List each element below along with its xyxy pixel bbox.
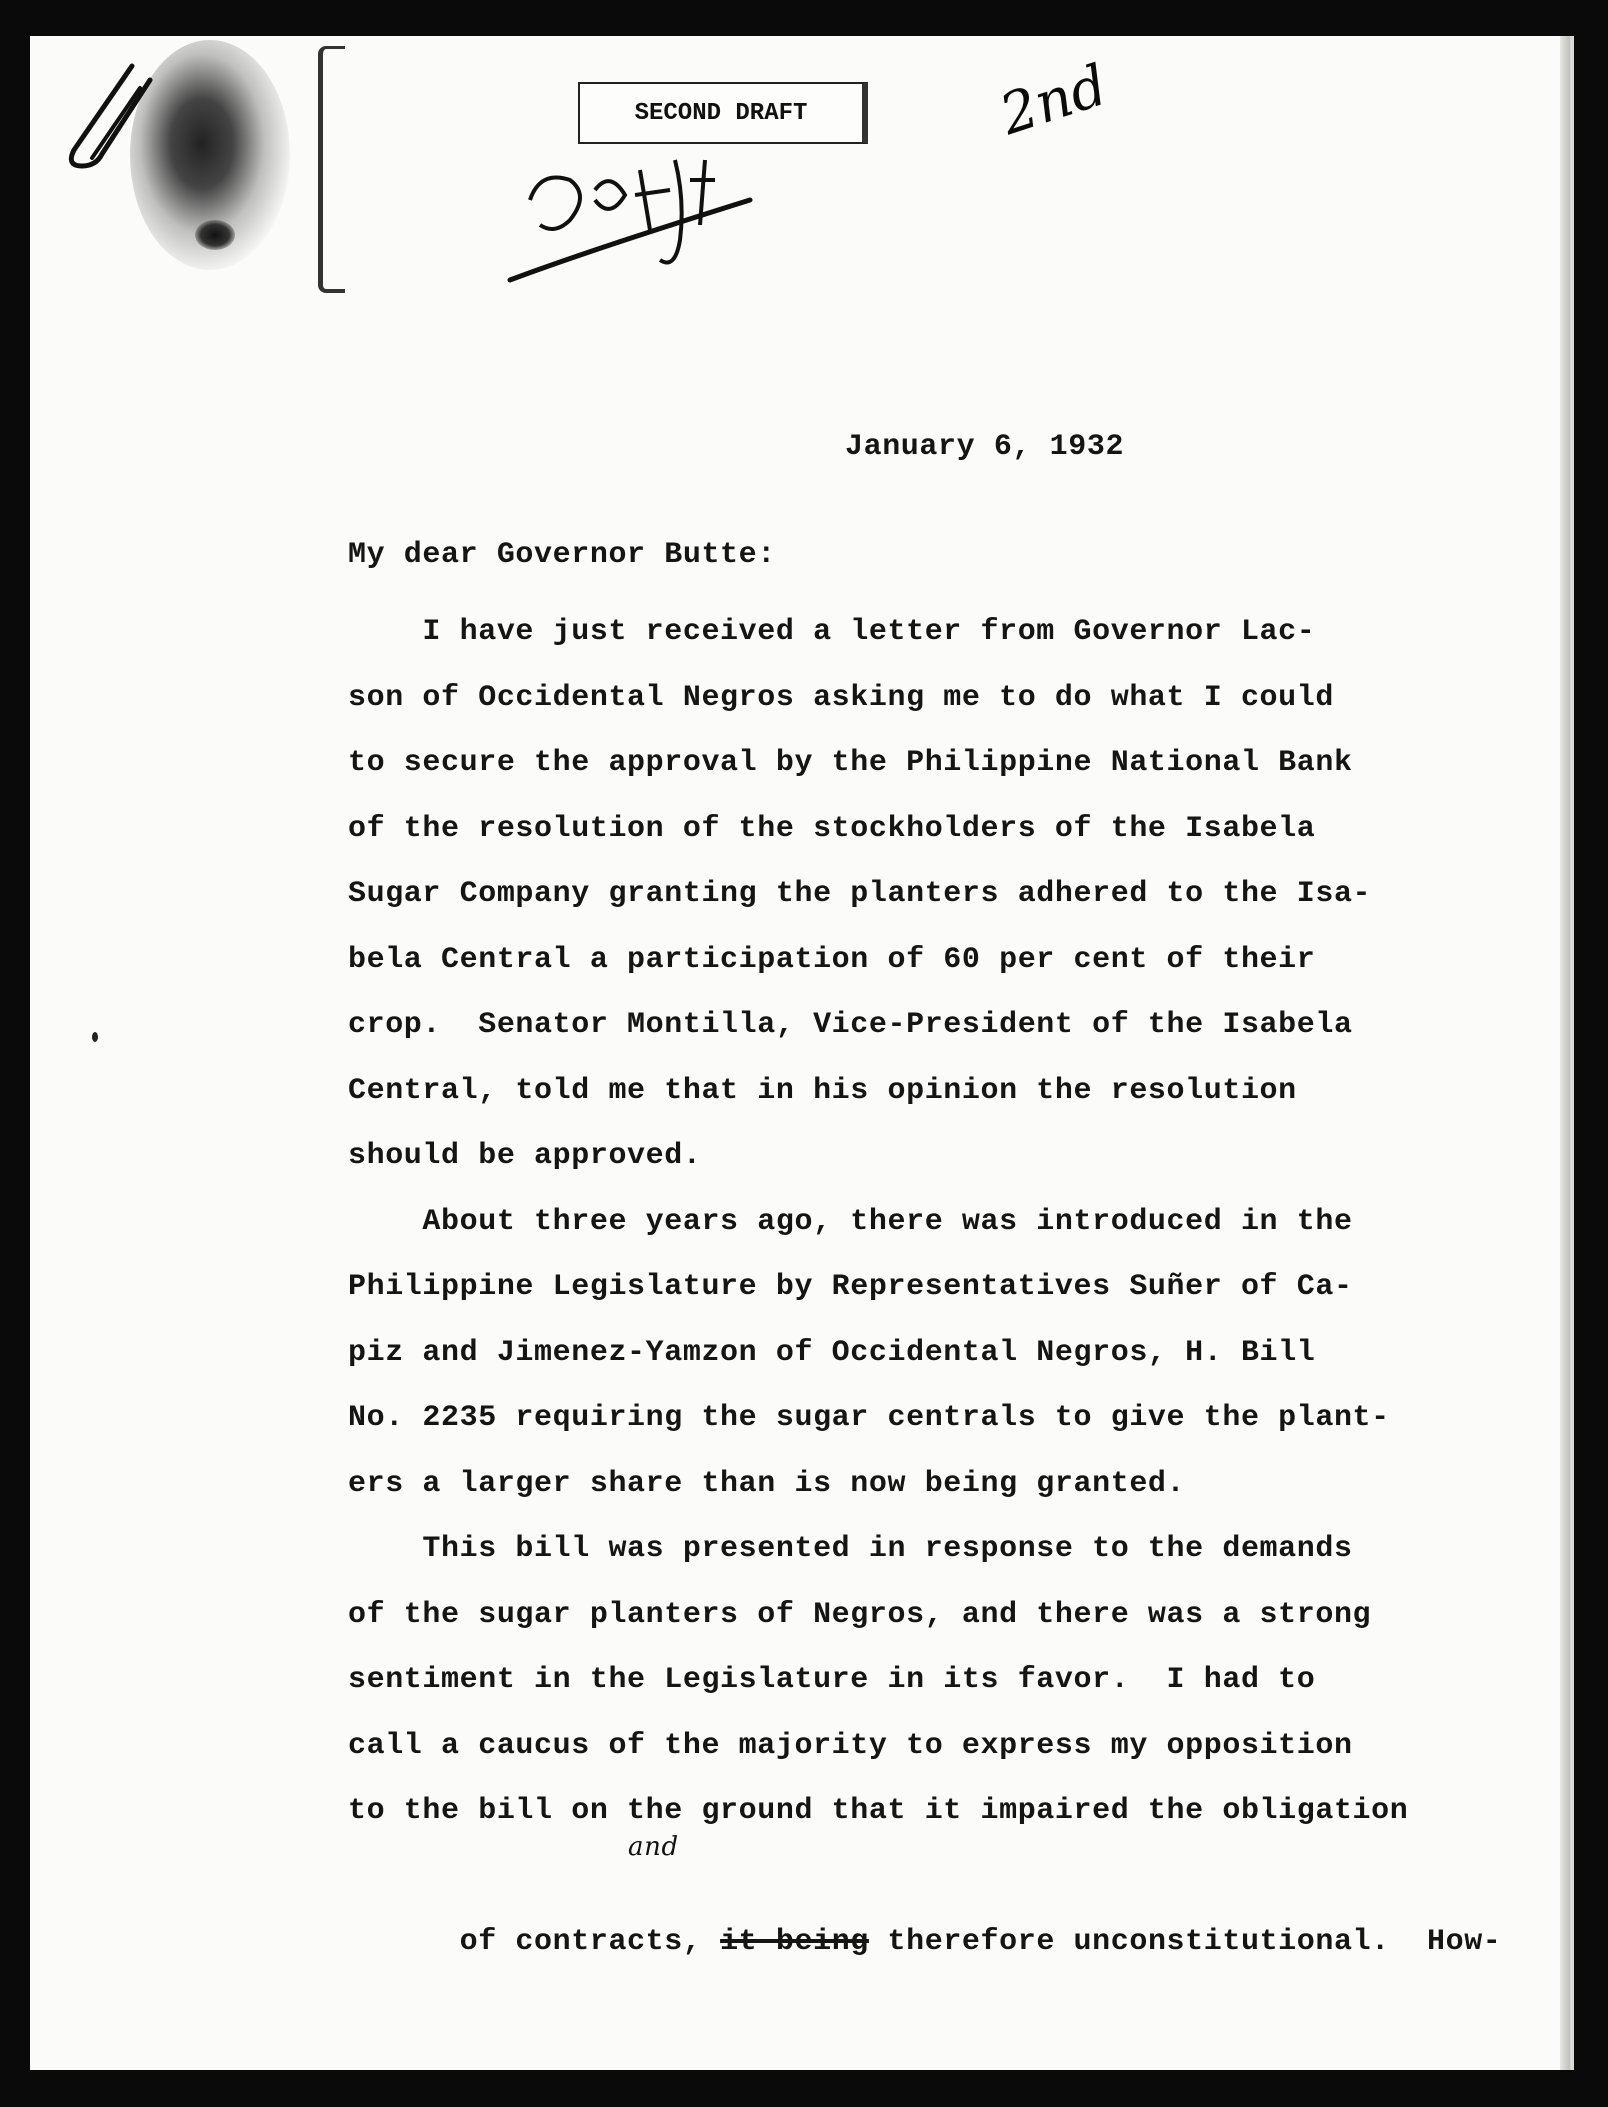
body-line-last — [348, 1831, 1502, 1959]
body-line: Central, told me that in his opinion the resolution — [348, 1073, 1297, 1108]
body-line: Philippine Legislature by Representatives Suñer of Ca- — [348, 1270, 1353, 1304]
binding-bracket-mark — [318, 46, 345, 293]
handwritten-insertion: and — [628, 1831, 679, 1862]
page-edge-shadow — [1560, 36, 1570, 2070]
body-line: to the bill on the ground that it impaired the obligation — [348, 1794, 1409, 1828]
last-line-end: therefore unconstitutional. How- — [868, 1925, 1502, 1959]
body-line: crop. Senator Montilla, Vice-President of the Isabela — [348, 1008, 1353, 1042]
body-line: call a caucus of the majority to express my opposition — [348, 1728, 1353, 1763]
body-line: sentiment in the Legislature in its favor. I had to — [348, 1663, 1316, 1697]
body-line: should be approved. — [348, 1139, 702, 1173]
body-line: This bill was presented in response to the demands — [348, 1532, 1353, 1566]
stamp-label: SECOND DRAFT — [634, 99, 808, 127]
body-line: piz and Jimenez-Yamzon of Occidental Negros, H. Bill — [348, 1335, 1316, 1370]
paperclip-mark-icon — [62, 58, 172, 178]
letter-body — [348, 600, 1502, 1959]
body-line: ers a larger share than is now being granted. — [348, 1466, 1186, 1501]
letter-salutation: My dear Governor Butte: — [348, 538, 776, 572]
body-line: to secure the approval by the Philippine National Bank — [348, 746, 1353, 780]
body-line: bela Central a participation of 60 per cent of their — [348, 942, 1316, 977]
letter-date: January 6, 1932 — [845, 430, 1125, 464]
body-line: of the resolution of the stockholders of the Isabela — [348, 811, 1316, 846]
margin-ink-dot — [92, 1032, 98, 1042]
ink-blot — [195, 220, 235, 250]
body-line: I have just received a letter from Governor Lac- — [348, 615, 1316, 649]
body-line: No. 2235 requiring the sugar centrals to give the plant- — [348, 1401, 1390, 1435]
body-line: About three years ago, there was introduced in the — [348, 1204, 1353, 1239]
struck-text: it being — [720, 1925, 869, 1959]
body-line: of the sugar planters of Negros, and there was a strong — [348, 1597, 1372, 1632]
handwritten-draft-scribble — [500, 140, 780, 290]
handwritten-2nd-note: 2nd — [992, 52, 1115, 149]
second-draft-stamp — [578, 82, 868, 144]
last-line-start: of contracts, — [459, 1925, 721, 1959]
body-line: Sugar Company granting the planters adhered to the Isa- — [348, 877, 1372, 911]
body-line: son of Occidental Negros asking me to do what I could — [348, 680, 1334, 715]
